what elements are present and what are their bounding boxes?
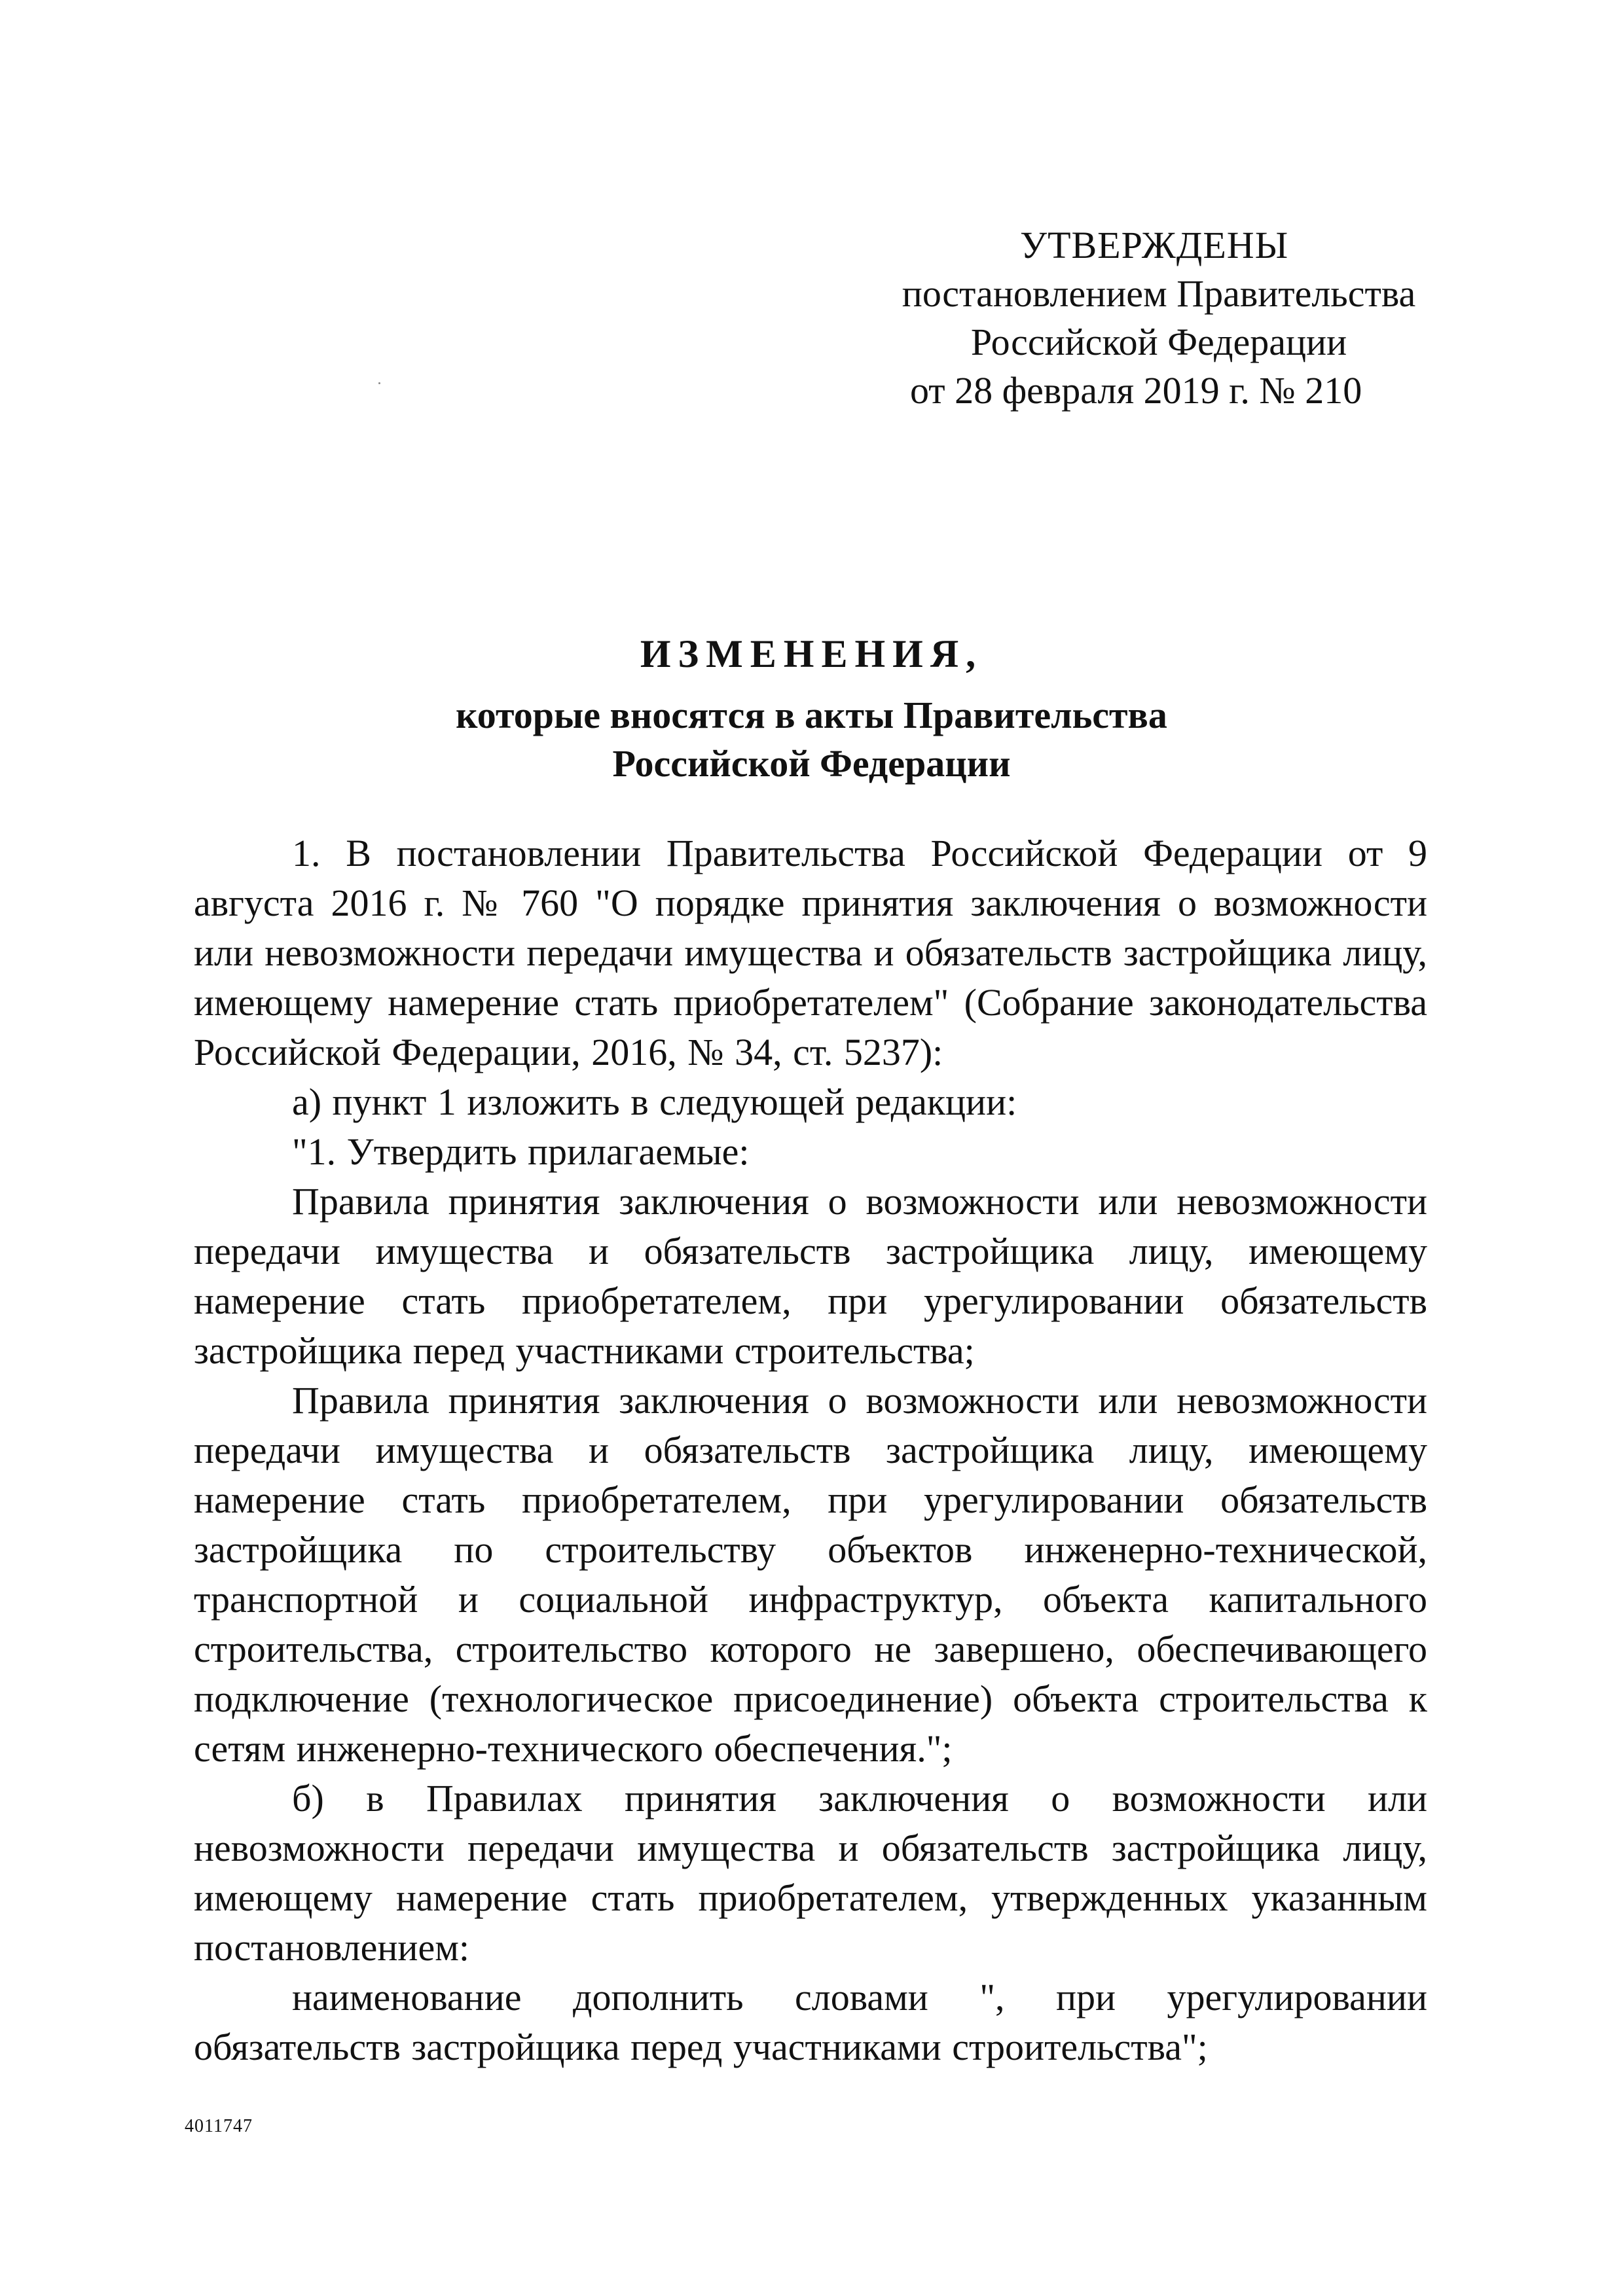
paragraph-3: "1. Утвердить прилагаемые:: [292, 1130, 750, 1173]
scan-speck: [378, 382, 380, 384]
heading-title: ИЗМЕНЕНИЯ,: [640, 632, 983, 675]
document-body: [194, 829, 1427, 2072]
paragraph-6: б) в Правилах принятия заключения о возможности или невозможности передачи имущества и обязательств застройщика лицу, имеющему намерение стать приобретателем, утвержденных указанным постановлением:: [194, 1777, 1427, 1969]
document-heading: [0, 624, 1623, 788]
approval-title: УТВЕРЖДЕНЫ: [1020, 224, 1289, 266]
paragraph-1: 1. В постановлении Правительства Российской Федерации от 9 августа 2016 г. № 760 "О порядке принятия заключения о возможности или невозможности передачи имущества и обязательств застройщика лицу, имеющему намерение стать приобретателем" (Собрание законодательства Российской Федерации, 2016, № 34, ст. 5237):: [194, 832, 1427, 1073]
heading-subtitle-line-1: которые вносятся в акты Правительства: [456, 694, 1167, 736]
approval-stamp: [877, 221, 1467, 415]
approval-line-3: от 28 февраля 2019 г. № 210: [910, 369, 1362, 412]
heading-subtitle-line-2: Российской Федерации: [612, 742, 1011, 785]
paragraph-4: Правила принятия заключения о возможности или невозможности передачи имущества и обязательств застройщика лицу, имеющему намерение стать приобретателем, при урегулировании обязательств застройщика перед участниками строительства;: [194, 1180, 1427, 1372]
approval-line-1: постановлением Правительства: [902, 272, 1416, 315]
document-code: 4011747: [185, 2116, 253, 2136]
paragraph-7: наименование дополнить словами ", при урегулировании обязательств застройщика перед участниками строительства";: [194, 1976, 1427, 2068]
paragraph-2: а) пункт 1 изложить в следующей редакции:: [292, 1081, 1017, 1123]
paragraph-5: Правила принятия заключения о возможности или невозможности передачи имущества и обязательств застройщика лицу, имеющему намерение стать приобретателем, при урегулировании обязательств застройщика по строительству объектов инженерно-технической, транспортной и социальной инфраструктур, объекта капитального строительства, строительство которого не завершено, обеспечивающего подключение (технологическое присоединение) объекта строительства к сетям инженерно-технического обеспечения.";: [194, 1379, 1427, 1770]
approval-line-2: Российской Федерации: [970, 321, 1347, 363]
